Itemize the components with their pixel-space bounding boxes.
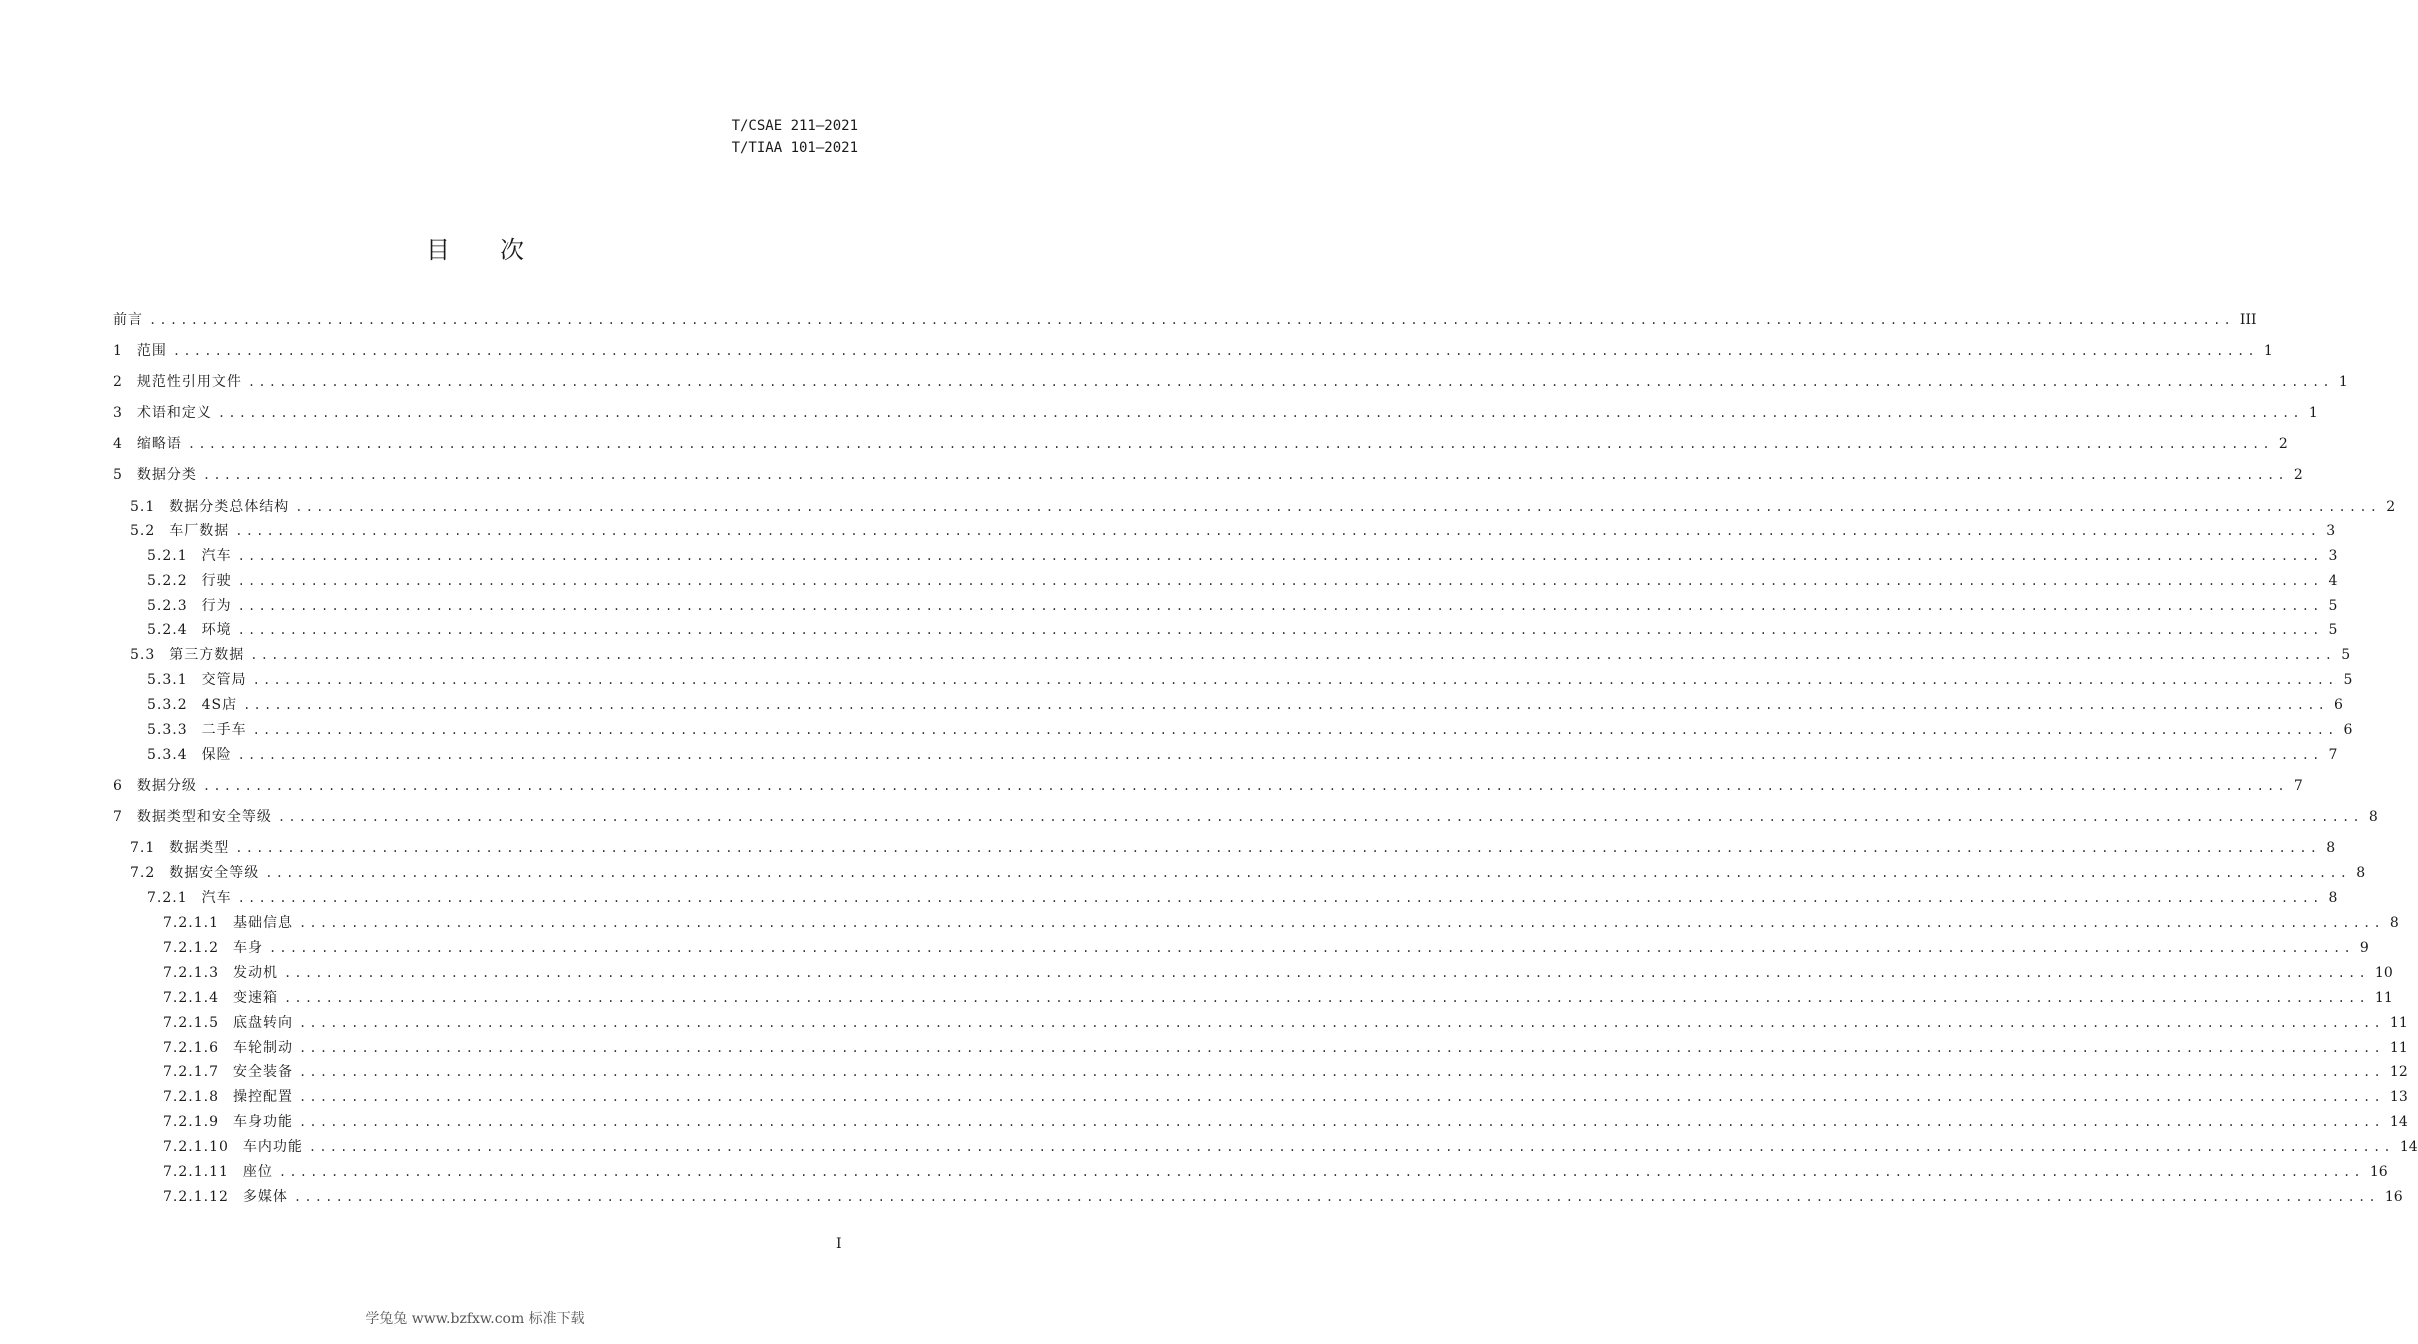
toc-entry-page: 16 (2384, 1189, 2403, 1205)
toc-entry[interactable] (113, 776, 2303, 796)
standard-code-tiaa: T/TIAA 101—2021 (731, 140, 858, 156)
toc-entry-page: 1 (2263, 343, 2273, 359)
toc-entry-page: 4 (2328, 573, 2338, 589)
toc-entry-number: 7.2.1.1 (163, 915, 219, 931)
toc-entry-page: 5 (2341, 647, 2351, 663)
toc-entry[interactable] (147, 745, 2338, 765)
toc-entry[interactable] (113, 807, 2378, 827)
toc-entry[interactable] (130, 838, 2336, 858)
toc-entry-title: 底盘转向 (232, 1015, 293, 1031)
toc-entry-number: 7.2.1.4 (163, 990, 219, 1006)
toc-leader-dots: ........................................................................................................................................................................................................ (298, 916, 2384, 930)
toc-entry-number: 5 (113, 467, 123, 483)
toc-leader-dots: ........................................................................................................................................................................................................ (265, 866, 2351, 880)
toc-entry-number: 7.2.1.7 (163, 1064, 219, 1080)
toc-entry-page: 6 (2334, 697, 2343, 713)
toc-entry-number: 5.3.4 (147, 747, 188, 763)
toc-leader-dots: ........................................................................................................................................................................................................ (250, 648, 2336, 662)
toc-entry-page: 2 (2293, 467, 2303, 483)
toc-leader-dots: ........................................................................................................................................................................................................ (298, 1041, 2384, 1055)
toc-entry-number: 7.2.1.6 (163, 1040, 219, 1056)
toc-leader-dots: ........................................................................................................................................................................................................ (217, 406, 2303, 420)
toc-leader-dots: ........................................................................................................................................................................................................ (298, 1090, 2384, 1104)
footer-watermark: 学兔兔 www.bzfxw.com 标准下载 (365, 1311, 585, 1327)
toc-entry-number: 4 (113, 436, 123, 452)
toc-entry[interactable] (163, 1137, 2418, 1157)
toc-entry-number: 7.1 (130, 840, 156, 856)
toc-entry-title: 二手车 (201, 722, 247, 738)
toc-entry-page: 9 (2359, 940, 2369, 956)
toc-entry[interactable] (113, 403, 2318, 423)
toc-entry[interactable] (163, 913, 2399, 933)
toc-entry-title: 规范性引用文件 (136, 374, 242, 390)
toc-entry-title: 行为 (201, 598, 232, 614)
toc-entry[interactable] (147, 695, 2343, 715)
toc-entry-page: 14 (2389, 1114, 2408, 1130)
toc-entry-page: 10 (2374, 965, 2393, 981)
toc-entry-number: 2 (113, 374, 123, 390)
toc-entry[interactable] (113, 310, 2257, 330)
toc-entry-page: 5 (2343, 672, 2353, 688)
toc-leader-dots: ........................................................................................................................................................................................................ (295, 500, 2381, 514)
toc-entry[interactable] (147, 596, 2338, 616)
toc-entry-title: 车身功能 (232, 1114, 293, 1130)
toc-entry-page: 16 (2369, 1164, 2388, 1180)
toc-entry[interactable] (130, 863, 2366, 883)
toc-leader-dots: ........................................................................................................................................................................................................ (278, 1165, 2364, 1179)
toc-leader-dots: ........................................................................................................................................................................................................ (149, 313, 2234, 327)
toc-entry-page: 2 (2278, 436, 2288, 452)
toc-entry-number: 5.3.2 (147, 697, 188, 713)
toc-leader-dots: ........................................................................................................................................................................................................ (202, 779, 2288, 793)
toc-entry-page: 5 (2328, 598, 2338, 614)
toc-leader-dots: ........................................................................................................................................................................................................ (172, 344, 2258, 358)
toc-entry[interactable] (163, 1187, 2403, 1207)
toc-entry-title: 车厂数据 (169, 523, 230, 539)
toc-entry-page: 2 (2386, 499, 2396, 515)
toc-entry[interactable] (163, 1087, 2408, 1107)
toc-entry-number: 5.1 (130, 499, 156, 515)
toc-entry[interactable] (113, 341, 2273, 361)
toc-entry-number: 3 (113, 405, 123, 421)
toc-entry[interactable] (130, 645, 2351, 665)
toc-entry-title: 汽车 (201, 890, 232, 906)
toc-entry-number: 7.2.1.12 (163, 1189, 229, 1205)
toc-entry-title: 环境 (201, 622, 232, 638)
toc-entry-title: 数据分级 (136, 778, 197, 794)
toc-leader-dots: ........................................................................................................................................................................................................ (283, 966, 2369, 980)
toc-entry-number: 7.2.1.2 (163, 940, 219, 956)
toc-leader-dots: ........................................................................................................................................................................................................ (298, 1115, 2384, 1129)
toc-leader-dots: ........................................................................................................................................................................................................ (283, 991, 2369, 1005)
toc-entry-number: 5.3 (130, 647, 156, 663)
toc-entry-page: 5 (2328, 622, 2338, 638)
toc-entry-title: 数据类型 (169, 840, 230, 856)
toc-entry-title: 安全装备 (232, 1064, 293, 1080)
toc-leader-dots: ........................................................................................................................................................................................................ (293, 1190, 2379, 1204)
toc-entry-page: 1 (2308, 405, 2318, 421)
toc-leader-dots: ........................................................................................................................................................................................................ (237, 748, 2323, 762)
toc-leader-dots: ........................................................................................................................................................................................................ (235, 841, 2321, 855)
toc-entry-title: 数据分类 (136, 467, 197, 483)
toc-leader-dots: ........................................................................................................................................................................................................ (237, 574, 2323, 588)
toc-entry-title: 车身 (232, 940, 263, 956)
toc-entry-number: 7.2.1.8 (163, 1089, 219, 1105)
toc-entry-page: 11 (2389, 1015, 2408, 1031)
toc-entry-number: 7.2 (130, 865, 156, 881)
toc-leader-dots: ........................................................................................................................................................................................................ (187, 437, 2273, 451)
toc-entry-number: 7.2.1.3 (163, 965, 219, 981)
toc-entry[interactable] (113, 465, 2303, 485)
toc-entry[interactable] (147, 620, 2338, 640)
toc-entry-page: 7 (2328, 747, 2338, 763)
toc-entry-title: 座位 (242, 1164, 273, 1180)
toc-entry-page: 6 (2343, 722, 2353, 738)
toc-entry-number: 7.2.1.9 (163, 1114, 219, 1130)
toc-entry-title: 车轮制动 (232, 1040, 293, 1056)
toc-entry-number: 5.3.1 (147, 672, 188, 688)
standard-code-csae: T/CSAE 211—2021 (731, 118, 858, 134)
toc-entry-page: 8 (2356, 865, 2366, 881)
toc-entry-title: 操控配置 (232, 1089, 293, 1105)
toc-entry-number: 5.2.4 (147, 622, 188, 638)
toc-entry-page: 8 (2328, 890, 2338, 906)
toc-entry-number: 7 (113, 809, 123, 825)
toc-entry[interactable] (163, 963, 2393, 983)
toc-entry-title: 数据类型和安全等级 (136, 809, 272, 825)
toc-leader-dots: ........................................................................................................................................................................................................ (237, 599, 2323, 613)
toc-entry-page: 1 (2338, 374, 2348, 390)
toc-entry-number: 7.2.1.5 (163, 1015, 219, 1031)
toc-entry[interactable] (163, 1038, 2408, 1058)
toc-entry[interactable] (113, 434, 2288, 454)
toc-leader-dots: ........................................................................................................................................................................................................ (252, 673, 2338, 687)
toc-entry-title: 发动机 (232, 965, 278, 981)
toc-entry-title: 多媒体 (242, 1189, 288, 1205)
toc-leader-dots: ........................................................................................................................................................................................................ (237, 623, 2323, 637)
toc-entry-page: 3 (2328, 548, 2338, 564)
toc-entry-title: 保险 (201, 747, 232, 763)
toc-entry-number: 7.2.1.11 (163, 1164, 229, 1180)
toc-entry-page: 8 (2326, 840, 2336, 856)
toc-leader-dots: ........................................................................................................................................................................................................ (235, 524, 2321, 538)
toc-leader-dots: ........................................................................................................................................................................................................ (237, 891, 2323, 905)
toc-entry[interactable] (147, 720, 2353, 740)
toc-entry-page: 12 (2389, 1064, 2408, 1080)
toc-entry[interactable] (163, 1062, 2408, 1082)
toc-entry[interactable] (163, 1162, 2388, 1182)
toc-entry[interactable] (163, 1112, 2408, 1132)
toc-entry-page: 13 (2389, 1089, 2408, 1105)
toc-entry-number: 1 (113, 343, 123, 359)
toc-entry[interactable] (163, 938, 2369, 958)
toc-entry-number: 5.2 (130, 523, 156, 539)
toc-entry[interactable] (130, 497, 2396, 517)
toc-entry-title: 车内功能 (242, 1139, 303, 1155)
toc-leader-dots: ........................................................................................................................................................................................................ (202, 468, 2288, 482)
toc-entry[interactable] (163, 988, 2393, 1008)
toc-entry-page: 11 (2389, 1040, 2408, 1056)
toc-entry-number: 7.2.1 (147, 890, 188, 906)
toc-entry-title: 前言 (113, 312, 143, 328)
toc-entry-title: 4S店 (201, 697, 238, 713)
toc-leader-dots: ........................................................................................................................................................................................................ (237, 549, 2323, 563)
toc-entry-page: 11 (2374, 990, 2393, 1006)
toc-entry-number: 5.2.2 (147, 573, 188, 589)
toc-entry-number: 5.2.1 (147, 548, 188, 564)
toc-entry-title: 行驶 (201, 573, 232, 589)
toc-entry-title: 交管局 (201, 672, 247, 688)
toc-entry[interactable] (147, 571, 2338, 591)
toc-entry-page: 3 (2326, 523, 2336, 539)
toc-entry-title: 变速箱 (232, 990, 278, 1006)
toc-entry[interactable] (147, 546, 2338, 566)
toc-leader-dots: ........................................................................................................................................................................................................ (277, 810, 2363, 824)
toc-leader-dots: ........................................................................................................................................................................................................ (298, 1016, 2384, 1030)
toc-entry[interactable] (130, 521, 2336, 541)
toc-entry-title: 数据分类总体结构 (169, 499, 290, 515)
toc-entry[interactable] (147, 670, 2353, 690)
page-title: 目次 (426, 236, 574, 264)
toc-entry-title: 数据安全等级 (169, 865, 260, 881)
toc-entry-page: 14 (2399, 1139, 2418, 1155)
toc-entry-title: 第三方数据 (169, 647, 245, 663)
toc-entry-title: 缩略语 (136, 436, 182, 452)
toc-leader-dots: ........................................................................................................................................................................................................ (252, 723, 2338, 737)
toc-leader-dots: ........................................................................................................................................................................................................ (308, 1140, 2394, 1154)
toc-entry[interactable] (147, 888, 2338, 908)
toc-entry-number: 7.2.1.10 (163, 1139, 229, 1155)
toc-entry-title: 基础信息 (232, 915, 293, 931)
toc-entry-title: 术语和定义 (136, 405, 212, 421)
toc-entry[interactable] (163, 1013, 2408, 1033)
toc-leader-dots: ........................................................................................................................................................................................................ (247, 375, 2333, 389)
toc-leader-dots: ........................................................................................................................................................................................................ (298, 1065, 2384, 1079)
toc-entry-page: 8 (2389, 915, 2399, 931)
toc-leader-dots: ........................................................................................................................................................................................................ (243, 698, 2329, 712)
toc-entry-title: 范围 (136, 343, 167, 359)
toc-entry-number: 5.3.3 (147, 722, 188, 738)
toc-entry-number: 5.2.3 (147, 598, 188, 614)
toc-entry-page: 8 (2368, 809, 2378, 825)
toc-entry[interactable] (113, 372, 2348, 392)
toc-entry-number: 6 (113, 778, 123, 794)
toc-leader-dots: ........................................................................................................................................................................................................ (268, 941, 2354, 955)
toc-entry-title: 汽车 (201, 548, 232, 564)
page-number: I (836, 1236, 842, 1252)
toc-entry-page: III (2239, 312, 2257, 328)
toc-entry-page: 7 (2293, 778, 2303, 794)
